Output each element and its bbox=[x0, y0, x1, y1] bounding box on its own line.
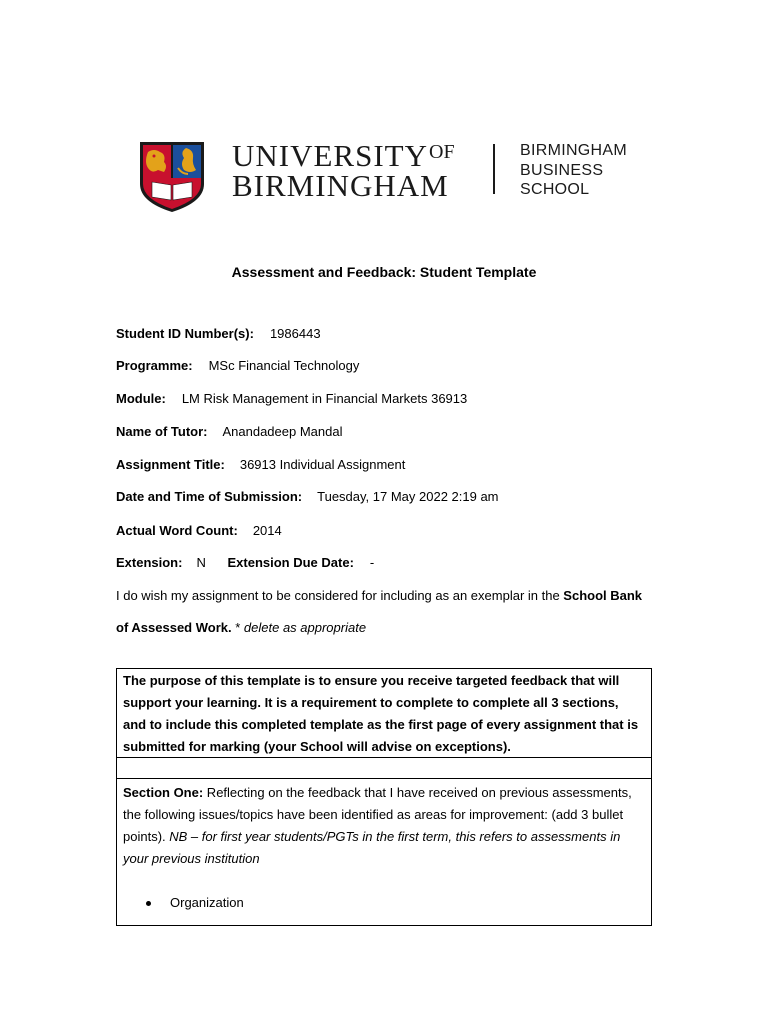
university-of: OF bbox=[429, 141, 455, 163]
field-label: Date and Time of Submission: bbox=[116, 489, 303, 504]
field-value: 1986443 bbox=[269, 326, 321, 341]
field-value: MSc Financial Technology bbox=[208, 358, 360, 373]
field-label: Actual Word Count: bbox=[116, 523, 238, 538]
section-one-label: Section One: bbox=[123, 785, 204, 800]
crest-icon bbox=[138, 140, 206, 214]
university-wordmark-line2: BIRMINGHAM bbox=[232, 168, 449, 203]
business-school-wordmark bbox=[520, 141, 627, 200]
improvement-list bbox=[123, 892, 645, 914]
list-item-text: Organization bbox=[170, 895, 244, 910]
field-label: Module: bbox=[116, 391, 166, 406]
declaration-bold: School Bank of Assessed Work. bbox=[116, 588, 643, 635]
feedback-template-box bbox=[116, 668, 652, 926]
document-title: Assessment and Feedback: Student Template bbox=[231, 264, 537, 280]
field-tutor bbox=[116, 424, 342, 439]
school-line-3: SCHOOL bbox=[520, 181, 590, 198]
field-value: - bbox=[369, 555, 375, 570]
field-value: N bbox=[196, 555, 206, 570]
field-submission-date bbox=[116, 489, 499, 504]
purpose-statement: The purpose of this template is to ensure you receive targeted feedback that will support your learning. It is a requirement to complete to complete all 3 sections, and to include this completed template as the first page of every assignment that is submitted for marking (your School will advise on exceptions). bbox=[123, 673, 639, 754]
bullet-icon bbox=[146, 901, 151, 906]
field-student-id bbox=[116, 326, 321, 341]
school-line-1: BIRMINGHAM bbox=[520, 142, 627, 159]
field-label: Programme: bbox=[116, 358, 193, 373]
field-extension bbox=[116, 555, 374, 570]
declaration-text: I do wish my assignment to be considered for including as an exemplar in the bbox=[116, 588, 564, 603]
school-line-2: BUSINESS bbox=[520, 161, 604, 179]
university-logo bbox=[138, 140, 638, 216]
field-word-count bbox=[116, 523, 282, 538]
field-value: Tuesday, 17 May 2022 2:19 am bbox=[317, 489, 499, 504]
field-label: Extension Due Date: bbox=[227, 555, 354, 570]
declaration-note: delete as appropriate bbox=[243, 620, 367, 635]
declaration-star: * bbox=[231, 620, 244, 635]
field-label: Extension: bbox=[116, 555, 183, 570]
university-wordmark-line1 bbox=[232, 140, 455, 171]
list-item bbox=[123, 892, 645, 914]
field-module bbox=[116, 391, 467, 406]
section-one-text: Reflecting on the feedback that I have received on previous assessments, the following issues/topics have been identified as areas for improvement: (add 3 bullet points). bbox=[123, 785, 632, 844]
field-value: 36913 Individual Assignment bbox=[239, 457, 406, 472]
exemplar-declaration bbox=[116, 580, 656, 644]
university-word: UNIVERSITY bbox=[232, 138, 428, 173]
section-one-note: NB – for first year students/PGTs in the first term, this refers to assessments in your previous institution bbox=[123, 829, 621, 866]
section-one bbox=[117, 778, 651, 917]
field-label: Name of Tutor: bbox=[116, 424, 208, 439]
field-value: Anandadeep Mandal bbox=[222, 424, 343, 439]
field-label: Assignment Title: bbox=[116, 457, 225, 472]
logo-divider bbox=[493, 144, 495, 194]
empty-row bbox=[117, 757, 651, 778]
field-assignment-title bbox=[116, 457, 405, 472]
field-value: 2014 bbox=[252, 523, 282, 538]
field-programme bbox=[116, 358, 359, 373]
field-label: Student ID Number(s): bbox=[116, 326, 254, 341]
field-value: LM Risk Management in Financial Markets 36913 bbox=[181, 391, 468, 406]
